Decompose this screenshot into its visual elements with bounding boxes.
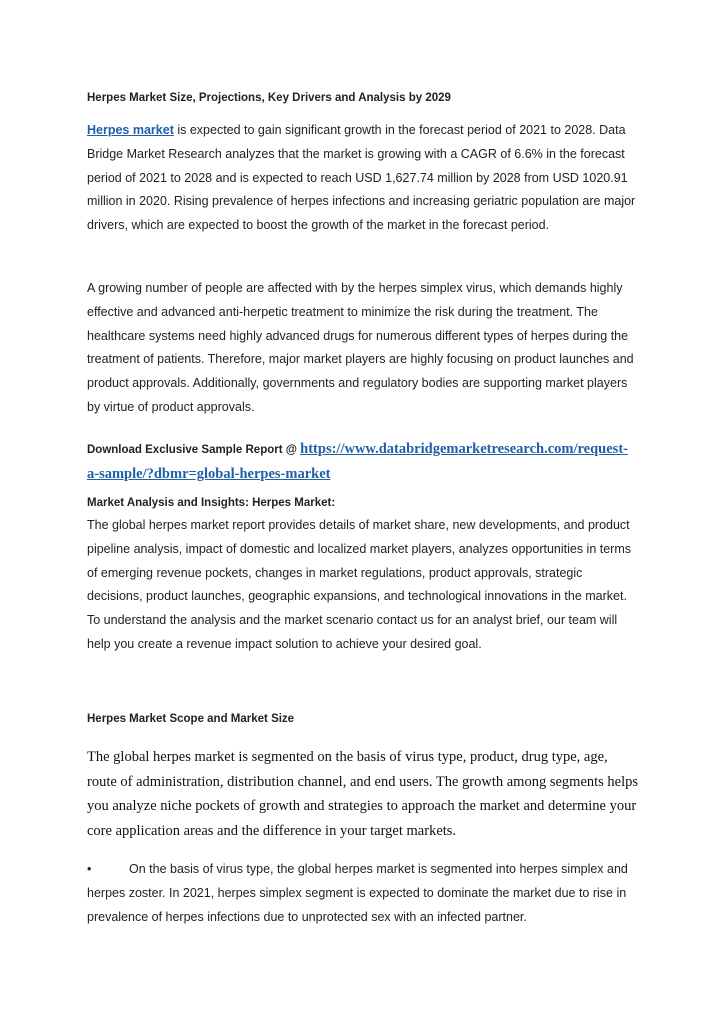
download-label: Download Exclusive Sample Report @: [87, 444, 301, 456]
bullet-item-virus-type: [87, 858, 639, 929]
analysis-paragraph: The global herpes market report provides details of market share, new developments, and product pipeline analysis, impact of domestic and localized market players, analyzes opportunities in terms of emerging revenue pockets, changes in market regulations, product approvals, strategic decisions, product launches, geographic expansions, and technological innovations in the market. To understand the analysis and the market scenario contact us for an analyst brief, our team will help you create a revenue impact solution to achieve your desired goal.: [87, 518, 632, 651]
intro-paragraph: [87, 119, 639, 238]
scope-heading: Herpes Market Scope and Market Size: [87, 713, 295, 725]
herpes-market-link[interactable]: Herpes market: [87, 123, 174, 137]
scope-paragraph: The global herpes market is segmented on the basis of virus type, product, drug type, age, route of administration, distribution channel, and end users. The growth among segments helps you analyze niche pockets of growth and strategies to approach the market and determine your core application areas and the difference in your target markets.: [87, 749, 639, 839]
bullet-icon: •: [87, 862, 92, 876]
overview-paragraph: A growing number of people are affected with by the herpes simplex virus, which demands highly effective and advanced anti-herpetic treatment to minimize the risk during the treatment. The healthcare systems need highly advanced drugs for numerous different types of herpes during the treatment of patients. Therefore, major market players are highly focusing on product launches and product approvals. Additionally, governments and regulatory bodies are supporting market players by virtue of product approvals.: [87, 281, 634, 414]
analysis-heading: Market Analysis and Insights: Herpes Market:: [87, 497, 336, 509]
intro-text: is expected to gain significant growth in the forecast period of 2021 to 2028. Data Bridge Market Research analyzes that the market is growing with a CAGR of 6.6% in the forecast period of 2021 to 2028 and is expected to reach USD 1,627.74 million by 2028 from USD 1020.91 million in 2020. Rising prevalence of herpes infections and increasing geriatric population are major drivers, which are expected to boost the growth of the market in the forecast period.: [87, 123, 636, 233]
sample-report-link[interactable]: https://www.databridgemarketresearch.com/request-a-sample/?dbmr=global-herpes-market: [87, 441, 628, 482]
download-sample-line: [87, 437, 639, 486]
document-title: Herpes Market Size, Projections, Key Drivers and Analysis by 2029: [87, 92, 451, 104]
bullet-text: On the basis of virus type, the global herpes market is segmented into herpes simplex and herpes zoster. In 2021, herpes simplex segment is expected to dominate the market due to rise in prevalence of herpes infections due to unprotected sex with an infected partner.: [87, 862, 628, 924]
